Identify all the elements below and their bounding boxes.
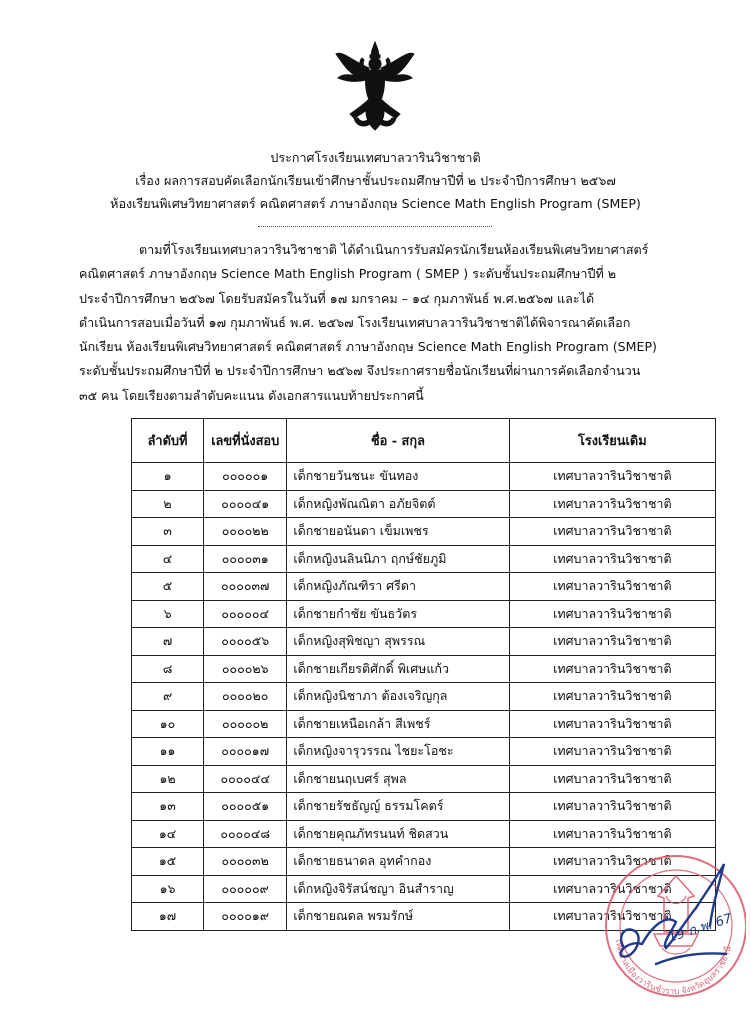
announcement-body [79,238,679,408]
full-name-cell: เด็กหญิงจิรัสน์ชญา อินสำราญ [287,875,509,903]
table-row [132,683,716,711]
full-name-cell: เด็กหญิงนลินนิภา ฤกษ์ชัยภูมิ [287,545,509,573]
rank-cell: ๕ [132,573,204,601]
table-row [132,765,716,793]
full-name-cell: เด็กหญิงสุพิชญา สุพรรณ [287,628,509,656]
signature-date: 19 ก.พ. 67 [666,911,735,946]
previous-school-cell: เทศบาลวารินวิชาชาติ [509,518,715,546]
header-previous-school: โรงเรียนเดิม [509,419,715,463]
table-row [132,545,716,573]
full-name-cell: เด็กชายเกียรติศักดิ์ พิเศษแก้ว [287,655,509,683]
seat-number-cell: ๐๐๐๐๒๖ [204,655,287,683]
garuda-emblem-icon [334,40,416,132]
rank-cell: ๘ [132,655,204,683]
previous-school-cell: เทศบาลวารินวิชาชาติ [509,463,715,491]
previous-school-cell: เทศบาลวารินวิชาชาติ [509,738,715,766]
full-name-cell: เด็กหญิงพัณณิตา อภัยจิตต์ [287,490,509,518]
table-row [132,793,716,821]
seat-number-cell: ๐๐๐๐๕๑ [204,793,287,821]
seat-number-cell: ๐๐๐๐๑๗ [204,738,287,766]
seat-number-cell: ๐๐๐๐๕๖ [204,628,287,656]
seat-number-cell: ๐๐๐๐๓๗ [204,573,287,601]
seat-number-cell: ๐๐๐๐๔๔ [204,765,287,793]
previous-school-cell: เทศบาลวารินวิชาชาติ [509,710,715,738]
seat-number-cell: ๐๐๐๐๐๙ [204,875,287,903]
table-row [132,655,716,683]
table-row [132,463,716,491]
body-line: นักเรียน ห้องเรียนพิเศษวิทยาศาสตร์ คณิตศาสตร์ ภาษาอังกฤษ Science Math English Program (SMEP) [79,339,657,355]
rank-cell: ๖ [132,600,204,628]
full-name-cell: เด็กหญิงจารุวรรณ ไชยะโอชะ [287,738,509,766]
dotted-divider [258,226,492,227]
table-row [132,710,716,738]
rank-cell: ๑๐ [132,710,204,738]
full-name-cell: เด็กชายเหนือเกล้า สีเพชร์ [287,710,509,738]
school-seal-and-signature [596,836,746,1006]
rank-cell: ๗ [132,628,204,656]
header-full-name: ชื่อ - สกุล [287,419,509,463]
seat-number-cell: ๐๐๐๐๒๐ [204,683,287,711]
announcement-header [0,146,751,215]
seat-number-cell: ๐๐๐๐๔๘ [204,820,287,848]
full-name-cell: เด็กชายวันชนะ ขันทอง [287,463,509,491]
school-announcement-title: ประกาศโรงเรียนเทศบาลวารินวิชาชาติ [270,150,481,165]
body-line: ๓๕ คน โดยเรียงตามลำดับคะแนน ดังเอกสารแนบท้ายประกาศนี้ [79,387,424,403]
program-name: ห้องเรียนพิเศษวิทยาศาสตร์ คณิตศาสตร์ ภาษาอังกฤษ Science Math English Program (SMEP) [110,196,641,211]
table-row [132,628,716,656]
previous-school-cell: เทศบาลวารินวิชาชาติ [509,765,715,793]
rank-cell: ๑๕ [132,848,204,876]
rank-cell: ๑ [132,463,204,491]
full-name-cell: เด็กชายนฤเบศร์ สุพล [287,765,509,793]
seal-text: เทศบาลเมืองวารินชำราบ จังหวัดอุบลราชธานี [613,939,734,998]
rank-cell: ๑๔ [132,820,204,848]
seat-number-cell: ๐๐๐๐๐๑ [204,463,287,491]
full-name-cell: เด็กชายอนันดา เข็มเพชร [287,518,509,546]
previous-school-cell: เทศบาลวารินวิชาชาติ [509,600,715,628]
previous-school-cell: เทศบาลวารินวิชาชาติ [509,820,715,848]
rank-cell: ๑๒ [132,765,204,793]
previous-school-cell: เทศบาลวารินวิชาชาติ [509,848,715,876]
seat-number-cell: ๐๐๐๐๓๑ [204,545,287,573]
rank-cell: ๑๖ [132,875,204,903]
table-row [132,600,716,628]
full-name-cell: เด็กชายกำชัย ขันธวัตร [287,600,509,628]
table-row [132,518,716,546]
previous-school-cell: เทศบาลวารินวิชาชาติ [509,683,715,711]
header-seat-number: เลขที่นั่งสอบ [204,419,287,463]
rank-cell: ๓ [132,518,204,546]
table-row [132,573,716,601]
body-line: คณิตศาสตร์ ภาษาอังกฤษ Science Math English Program ( SMEP ) ระดับชั้นประถมศึกษาปีที่ ๒ [79,266,617,282]
previous-school-cell: เทศบาลวารินวิชาชาติ [509,903,715,931]
full-name-cell: เด็กหญิงนิชาภา ต้องเจริญกุล [287,683,509,711]
rank-cell: ๔ [132,545,204,573]
body-line: ตามที่โรงเรียนเทศบาลวารินวิชาชาติ ได้ดำเนินการรับสมัครนักเรียนห้องเรียนพิเศษวิทยาศาสตร์ [139,242,649,257]
body-line: ดำเนินการสอบเมื่อวันที่ ๑๗ กุมภาพันธ์ พ.ศ. ๒๕๖๗ โรงเรียนเทศบาลวารินวิชาชาติได้พิจารณาคัดเลือก [79,314,631,330]
seat-number-cell: ๐๐๐๐๐๔ [204,600,287,628]
seat-number-cell: ๐๐๐๐๐๒ [204,710,287,738]
body-line: ระดับชั้นประถมศึกษาปีที่ ๒ ประจำปีการศึกษา ๒๕๖๗ จึงประกาศรายชื่อนักเรียนที่ผ่านการคัดเลือกจำนวน [79,363,641,379]
previous-school-cell: เทศบาลวารินวิชาชาติ [509,545,715,573]
table-row [132,490,716,518]
previous-school-cell: เทศบาลวารินวิชาชาติ [509,628,715,656]
rank-cell: ๑๓ [132,793,204,821]
rank-cell: ๑๑ [132,738,204,766]
previous-school-cell: เทศบาลวารินวิชาชาติ [509,875,715,903]
table-row [132,738,716,766]
full-name-cell: เด็กชายคุณภัทรนนท์ ชิดสวน [287,820,509,848]
seat-number-cell: ๐๐๐๐๓๒ [204,848,287,876]
rank-cell: ๑๗ [132,903,204,931]
seat-number-cell: ๐๐๐๐๔๑ [204,490,287,518]
full-name-cell: เด็กชายธนาดล อุทคำกอง [287,848,509,876]
seat-number-cell: ๐๐๐๐๑๙ [204,903,287,931]
rank-cell: ๒ [132,490,204,518]
previous-school-cell: เทศบาลวารินวิชาชาติ [509,573,715,601]
rank-cell: ๙ [132,683,204,711]
previous-school-cell: เทศบาลวารินวิชาชาติ [509,655,715,683]
seat-number-cell: ๐๐๐๐๒๒ [204,518,287,546]
header-rank: ลำดับที่ [132,419,204,463]
previous-school-cell: เทศบาลวารินวิชาชาติ [509,490,715,518]
body-line: ประจำปีการศึกษา ๒๕๖๗ โดยรับสมัครในวันที่ ๑๗ มกราคม – ๑๔ กุมภาพันธ์ พ.ศ.๒๕๖๗ และได้ [79,290,595,306]
full-name-cell: เด็กชายณดล พรมรักษ์ [287,903,509,931]
announcement-subject: เรื่อง ผลการสอบคัดเลือกนักเรียนเข้าศึกษาชั้นประถมศึกษาปีที่ ๒ ประจำปีการศึกษา ๒๕๖๗ [135,173,616,188]
full-name-cell: เด็กชายรัชธัญญ์ ธรรมโคตร์ [287,793,509,821]
table-header-row [132,419,716,463]
previous-school-cell: เทศบาลวารินวิชาชาติ [509,793,715,821]
full-name-cell: เด็กหญิงภัณฑิรา ศรีดา [287,573,509,601]
